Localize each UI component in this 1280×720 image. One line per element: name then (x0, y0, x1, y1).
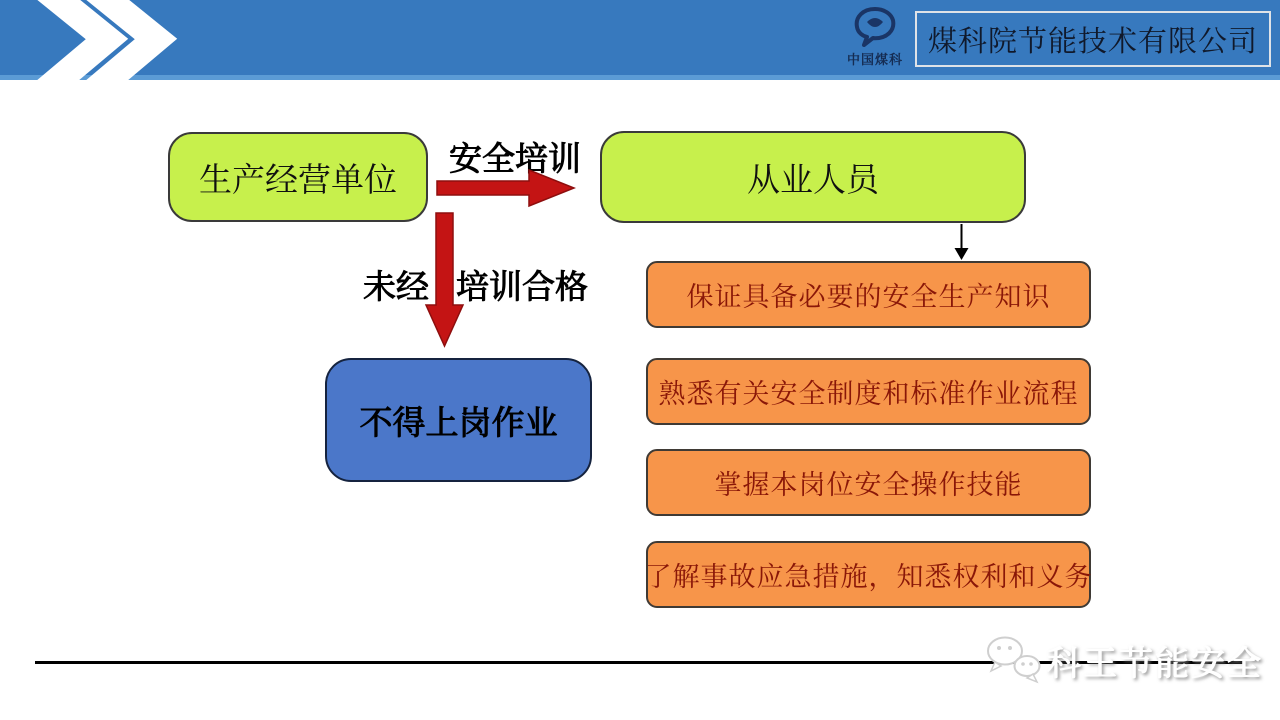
company-name-box (915, 11, 1271, 67)
qualified-label: 培训合格 (456, 267, 588, 306)
wechat-icon (983, 634, 1045, 686)
red-arrow-right-icon (436, 167, 576, 209)
forbidden-label: 不得上岗作业 (359, 402, 558, 442)
requirement-label-4: 了解事故应急措施，知悉权利和义务 (644, 562, 1093, 593)
workers-label: 从业人员 (747, 159, 879, 199)
workers-box (600, 131, 1026, 223)
requirement-box-4 (646, 541, 1091, 608)
training-label: 安全培训 (449, 139, 581, 178)
china-coal-logo-icon (849, 6, 901, 48)
watermark-text: 科王节能安全 (1047, 643, 1263, 684)
header-bar (0, 0, 1280, 80)
requirement-label-2: 熟悉有关安全制度和标准作业流程 (658, 379, 1079, 410)
forbidden-box (325, 358, 592, 482)
connector-arrow-down-icon (950, 224, 974, 261)
requirement-label-3: 掌握本岗位安全操作技能 (714, 470, 1023, 501)
producer-box (168, 132, 428, 222)
company-name: 煤科院节能技术有限公司 (927, 23, 1258, 58)
requirement-box-3 (646, 449, 1091, 516)
logo-text: 中国煤科 (846, 53, 903, 68)
watermark (983, 634, 1263, 686)
requirement-label-1: 保证具备必要的安全生产知识 (686, 282, 1051, 313)
requirement-box-1 (646, 261, 1091, 328)
double-chevron-icon (0, 0, 220, 80)
requirement-box-2 (646, 358, 1091, 425)
producer-label: 生产经营单位 (199, 159, 397, 199)
company-logo (838, 6, 912, 74)
untrained-label: 未经 (363, 267, 429, 306)
